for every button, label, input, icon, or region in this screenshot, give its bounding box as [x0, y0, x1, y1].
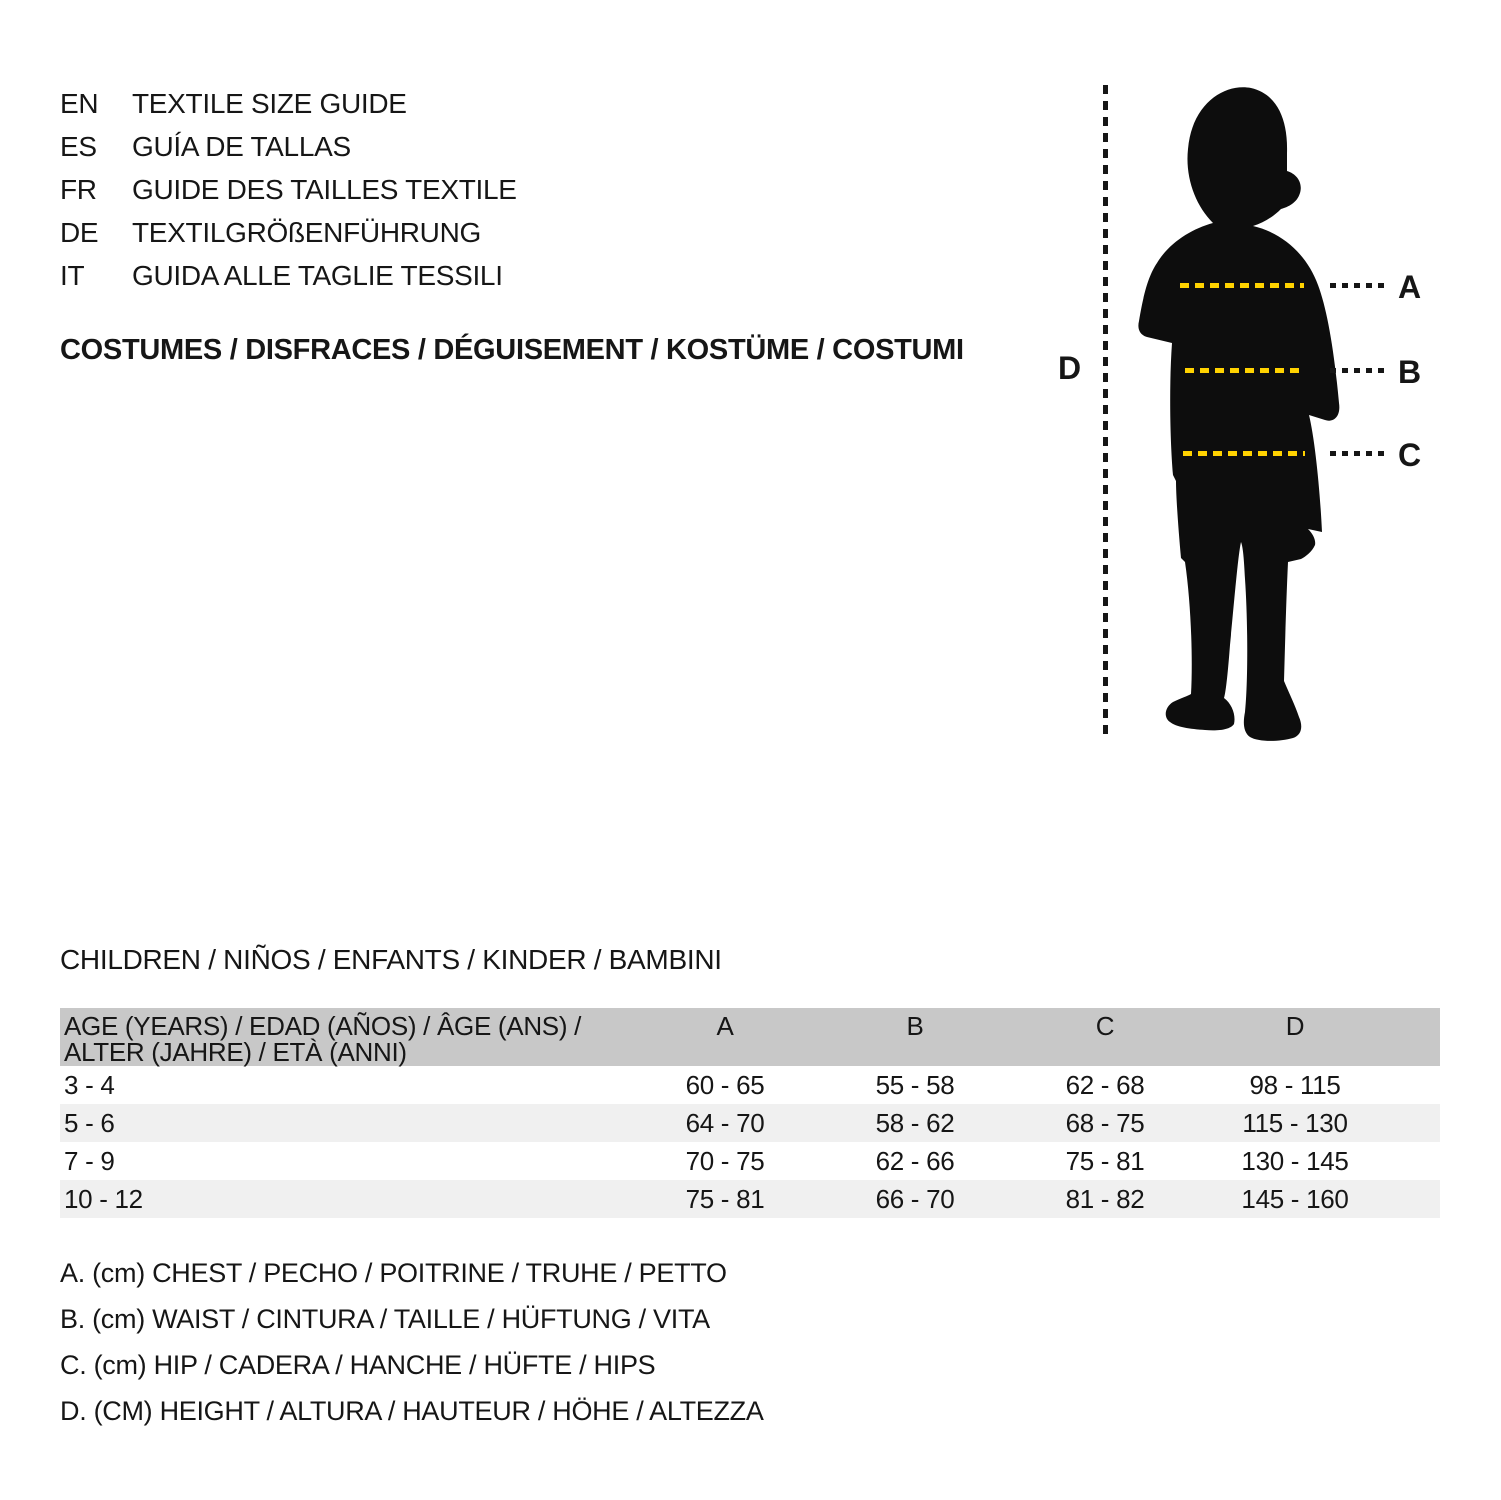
- hip-cell: 68 - 75: [1065, 1108, 1145, 1138]
- table-row: [60, 1104, 1440, 1142]
- chest-cell: 64 - 70: [685, 1108, 765, 1138]
- column-header-d: D: [1285, 1011, 1305, 1041]
- column-header-b: B: [906, 1011, 924, 1041]
- waist-connector-line: [1330, 368, 1388, 373]
- hip-label-c: C: [1398, 437, 1421, 473]
- waist-cell: 58 - 62: [875, 1108, 955, 1138]
- hip-cell: 62 - 68: [1065, 1070, 1145, 1100]
- hip-cell: 81 - 82: [1065, 1184, 1145, 1214]
- chest-measure-line: [1180, 283, 1304, 288]
- age-cell: 10 - 12: [64, 1184, 143, 1214]
- column-header-a: A: [716, 1011, 734, 1041]
- children-section-title: CHILDREN / NIÑOS / ENFANTS / KINDER / BAMBINI: [60, 944, 722, 975]
- height-dashed-line: [1103, 85, 1108, 741]
- category-headline: COSTUMES / DISFRACES / DÉGUISEMENT / KOSTÜME / COSTUMI: [60, 334, 964, 366]
- legend-height: D. (CM) HEIGHT / ALTURA / HAUTEUR / HÖHE / ALTEZZA: [60, 1396, 764, 1426]
- language-title: GUIDA ALLE TAGLIE TESSILI: [132, 260, 503, 291]
- waist-label-b: B: [1398, 354, 1421, 390]
- chest-cell: 75 - 81: [685, 1184, 765, 1214]
- language-code: EN: [60, 88, 99, 119]
- height-cell: 145 - 160: [1241, 1184, 1349, 1214]
- table-row: [60, 1142, 1440, 1180]
- age-header-line2: ALTER (JAHRE) / ETÀ (ANNI): [64, 1037, 407, 1067]
- child-silhouette-icon: [1135, 85, 1370, 750]
- chest-connector-line: [1330, 283, 1388, 288]
- waist-cell: 62 - 66: [875, 1146, 955, 1176]
- age-cell: 3 - 4: [64, 1070, 115, 1100]
- language-title: GUIDE DES TAILLES TEXTILE: [132, 174, 517, 205]
- waist-measure-line: [1185, 368, 1301, 373]
- height-cell: 130 - 145: [1241, 1146, 1349, 1176]
- measurement-legend: [60, 1250, 764, 1434]
- table-row: [60, 1180, 1440, 1218]
- hip-measure-line: [1183, 451, 1305, 456]
- legend-waist: B. (cm) WAIST / CINTURA / TAILLE / HÜFTUNG / VITA: [60, 1304, 710, 1334]
- waist-cell: 55 - 58: [875, 1070, 955, 1100]
- height-cell: 98 - 115: [1249, 1070, 1341, 1100]
- language-code: DE: [60, 217, 99, 248]
- chest-label-a: A: [1398, 269, 1421, 305]
- legend-chest: A. (cm) CHEST / PECHO / POITRINE / TRUHE / PETTO: [60, 1258, 727, 1288]
- hip-connector-line: [1330, 451, 1388, 456]
- language-title: GUÍA DE TALLAS: [132, 131, 351, 162]
- age-column-header: [60, 1013, 630, 1066]
- language-code: FR: [60, 174, 97, 205]
- language-title: TEXTILGRÖßENFÜHRUNG: [132, 217, 481, 248]
- hip-cell: 75 - 81: [1065, 1146, 1145, 1176]
- language-code: ES: [60, 131, 97, 162]
- height-label-d: D: [1058, 350, 1081, 386]
- height-cell: 115 - 130: [1242, 1108, 1348, 1138]
- chest-cell: 60 - 65: [685, 1070, 765, 1100]
- table-header-row: [60, 1008, 1440, 1066]
- chest-cell: 70 - 75: [685, 1146, 765, 1176]
- legend-hip: C. (cm) HIP / CADERA / HANCHE / HÜFTE / HIPS: [60, 1350, 656, 1380]
- age-header-line1: AGE (YEARS) / EDAD (AÑOS) / ÂGE (ANS) /: [64, 1011, 582, 1041]
- size-table: [60, 1008, 1440, 1218]
- age-cell: 7 - 9: [64, 1146, 115, 1176]
- waist-cell: 66 - 70: [875, 1184, 955, 1214]
- column-header-c: C: [1095, 1011, 1115, 1041]
- age-cell: 5 - 6: [64, 1108, 115, 1138]
- language-code: IT: [60, 260, 85, 291]
- table-row: [60, 1066, 1440, 1104]
- language-title: TEXTILE SIZE GUIDE: [132, 88, 407, 119]
